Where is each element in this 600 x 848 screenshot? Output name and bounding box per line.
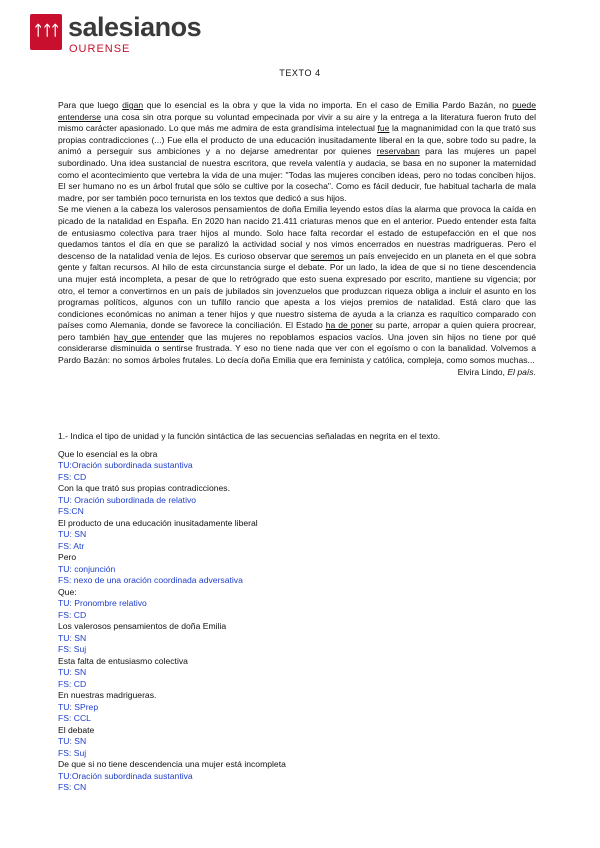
reading-text bbox=[58, 100, 536, 378]
answer-item: El debate TU: SN FS: Suj bbox=[58, 724, 95, 758]
question-block bbox=[58, 431, 558, 794]
logo-name: salesianos bbox=[68, 12, 202, 42]
answer-list bbox=[58, 449, 558, 794]
logo-mark: ᛏ ᛏ ᛏ bbox=[30, 14, 62, 50]
paragraph-1: Para que luego digan que lo esencial es la obra y que la vida no importa. En el caso de Emilia Pardo Bazán, no puede entenderse una cosa sin otra porque su voluntad empecinada por vivir a su aire y la entrega a la literatura fueron fruto del mismo carácter apasionado. Lo que más me admira de esta grandísima intelectual fue la magnanimidad con la que trató sus propias contradicciones (...) Fue ella el producto de una educación inusitadamente liberal en la que, sobre todo su padre, la animó a perseguir sus ambiciones y a no dejarse amedrentar por quienes reservaban para las mujeres un papel subordinado. Una idea sustancial de nuestra escritora, que revela valentía y audacia, se basa en no suponer la maternidad como el acontecimiento que vertebra la vida de una mujer: "Todas las mujeres conciben ideas, pero no todas conciben hijos. El ser humano no es un árbol frutal que sólo se cultive por la cosecha". Como es fácil deducir, fue habitual tacharla de mala madre, por ser también poco ternurista en los textos que dedicó a sus hijos. bbox=[58, 100, 537, 203]
answer-item: Esta falta de entusiasmo colectiva TU: SN FS: CD bbox=[58, 655, 188, 689]
answer-item: De que si no tiene descendencia una mujer está incompleta TU:Oración subordinada sustantiva FS: CN bbox=[58, 759, 286, 792]
paragraph-2: Se me vienen a la cabeza los valerosos pensamientos de doña Emilia leyendo estos días la alarma que provoca la caída en picado de la natalidad en España. En 2020 han nacido 21.411 criaturas menos que en el anterior. Puedo entender esta falta de entusiasmo colectiva para traer hijos al mundo. Solo hace falta recordar el estado de estupefacción en el que nos quedamos tantos el día en que se paralizó la actividad social y nos vimos encerrados en nuestras madrigueras. Pero el descenso de la natalidad venía de lejos. Es curioso observar que seremos un país envejecido en un planeta en el que sobra gente y faltan recursos. Al hilo de esta circunstancia surge el debate. Por un lado, la idea de que si no tiene descendencia una mujer está incompleta, a pesar de que lo retrógrado que esto suena expresado por escrito, mantiene su vigencia; por otro, el temor a convertirnos en un país de jubilados sin jovenzuelos que produzcan riqueza obliga a incluir el asunto en los programas políticos, algunos con un tufillo rancio que apesta a los viejos premios de natalidad. Está claro que las condiciones económicas no animan a tener hijos y que nuestro sistema de ayuda a la crianza es raquítico comparado con países como Alemania, donde se favorece la conciliación. El Estado ha de poner su parte, arropar a quien quiera procrear, pero también hay que entender que las mujeres no repoblamos espacios vacíos. Una joven sin hijos no tiene por qué considerarse disminuida o sentirse frustrada. Y eso no tiene nada que ver con el egoísmo o con la banalidad. Volvemos a Pardo Bazán: no somos árboles frutales. Lo decía doña Emilia que era feminista y católica, compleja, como somos muchas... bbox=[58, 204, 536, 366]
answer-item: En nuestras madrigueras. TU: SPrep FS: CCL bbox=[58, 690, 157, 723]
answer-item: Que: TU: Pronombre relativo FS: CD bbox=[58, 586, 147, 620]
signature: Elvira Lindo, El país. bbox=[457, 366, 536, 377]
page-title: TEXTO 4 bbox=[279, 68, 321, 78]
question-heading: 1.- Indica el tipo de unidad y la función sintáctica de las secuencias señaladas en negrita en el texto. bbox=[58, 431, 441, 441]
answer-item: Con la que trató sus propias contradicciones. TU: Oración subordinada de relativo FS:CN bbox=[58, 483, 230, 516]
answer-item: Que lo esencial es la obra TU:Oración subordinada sustantiva FS: CD bbox=[58, 448, 193, 482]
logo-city: OURENSE bbox=[69, 43, 131, 55]
answer-item: Pero TU: conjunción FS: nexo de una oración coordinada adversativa bbox=[58, 552, 243, 585]
answer-item: El producto de una educación inusitadamente liberal TU: SN FS: Atr bbox=[58, 517, 258, 551]
answer-item: Los valerosos pensamientos de doña Emilia TU: SN FS: Suj bbox=[58, 621, 227, 654]
